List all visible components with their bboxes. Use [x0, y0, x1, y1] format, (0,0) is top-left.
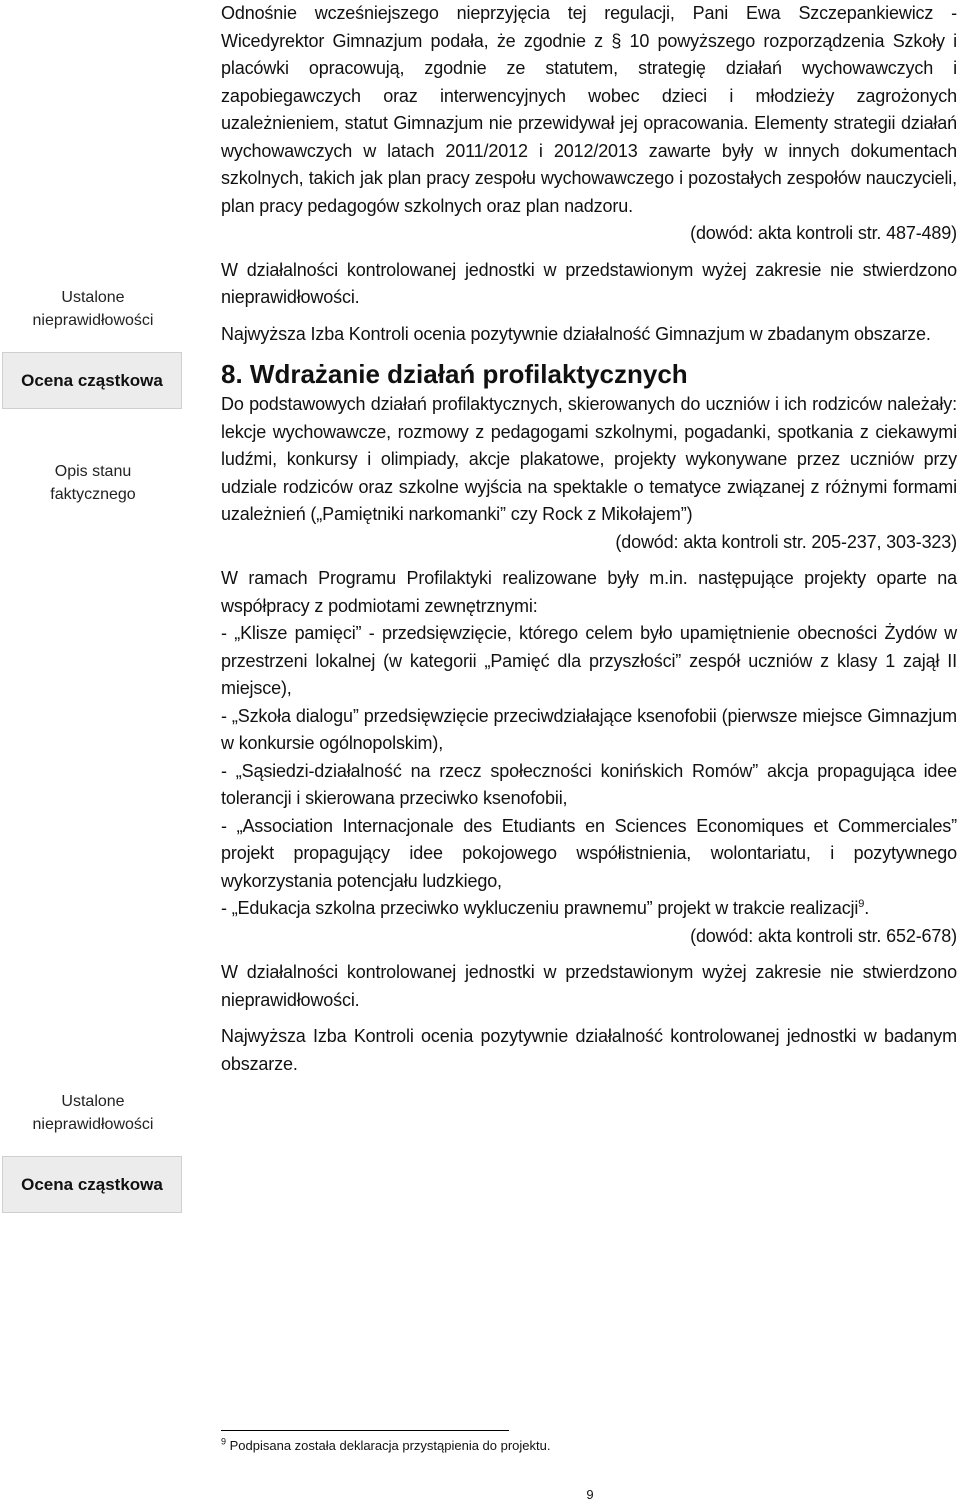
sidebar-label-line: nieprawidłowości	[32, 312, 154, 329]
evidence-ref-2: (dowód: akta kontroli str. 205-237, 303-323)	[615, 531, 957, 552]
paragraph-strategy: Odnośnie wcześniejszego nieprzyjęcia tej regulacji, Pani Ewa Szczepankiewicz - Wicedyrektor Gimnazjum podała, że zgodnie z § 10 powyższego rozporządzenia Szkoły i placówki opracowują, zgodnie ze statutem, strategię działań wychowawczych i zapobiegawczych oraz interwencyjnych wobec dzieci i młodzieży zagrożonych uzależnieniem, statut Gimnazjum nie przewidywał jej opracowania. Elementy strategii działań wychowawczych w latach 2011/2012 i 2012/2013 zawarte były w innych dokumentach szkolnych, takich jak plan pracy zespołu wychowawczego i pozostałych zespołów nauczycieli, plan pracy pedagogów szkolnych oraz plan nadzoru.	[221, 3, 957, 216]
list-item-project: - „Sąsiedzi-działalność na rzecz społeczności konińskich Romów” akcja propagująca idee tolerancji i skierowana przeciwko ksenofobii,	[221, 760, 957, 808]
sidebar-label-facts	[2, 460, 184, 506]
paragraph-no-irregularities-1: W działalności kontrolowanej jednostki w przedstawionym wyżej zakresie nie stwierdzono nieprawidłowości.	[221, 259, 957, 307]
list-item-project	[221, 895, 957, 923]
evidence-ref-3: (dowód: akta kontroli str. 652-678)	[690, 925, 957, 946]
sidebar-label-findings-2	[2, 1090, 184, 1136]
footnote	[221, 1437, 551, 1455]
sidebar-label-line: Ustalone	[61, 289, 125, 306]
sidebar-box-assessment-1	[2, 352, 182, 409]
footnote-divider	[221, 1430, 509, 1431]
evidence-ref-1: (dowód: akta kontroli str. 487-489)	[690, 223, 957, 243]
footnote-marker: 9	[858, 898, 865, 910]
sidebar-box-label: Ocena cząstkowa	[21, 1174, 163, 1194]
paragraph-projects-intro: W ramach Programu Profilaktyki realizowane były m.in. następujące projekty oparte na współpracy z podmiotami zewnętrznymi:	[221, 568, 957, 616]
sidebar-label-line: Opis stanu	[54, 463, 132, 480]
sidebar-label-line: Ustalone	[61, 1093, 125, 1110]
sidebar-label-line: nieprawidłowości	[32, 1116, 154, 1133]
list-item-project: - „Association Internacjonale des Etudiants en Sciences Economiques et Commerciales” projekt propagujący idee pokojowego współistnienia, wolontariatu, i pozytywnego wykorzystania potencjału ludzkiego,	[221, 815, 957, 891]
paragraph-prevention-actions: Do podstawowych działań profilaktycznych, skierowanych do uczniów i ich rodziców należały: lekcje wychowawcze, rozmowy z pedagogami szkolnymi, pogadanki, spotkania z ciekawymi ludźmi, konkursy i olimpiady, akcje plakatowe, projekty wykonywane przez uczniów przy udziale rodziców oraz szkolne wyjścia na spektakle o tematyce związanej z różnymi formami uzależnień („Pamiętniki narkomanki” czy Rock z Mikołajem”)	[221, 394, 957, 524]
list-item-project: - „Szkoła dialogu” przedsięwzięcie przeciwdziałające ksenofobii (pierwsze miejsce Gimnazjum w konkursie ogólnopolskim),	[221, 705, 957, 753]
paragraph-assessment-1: Najwyższa Izba Kontroli ocenia pozytywnie działalność Gimnazjum w zbadanym obszarze.	[221, 323, 931, 344]
sidebar-box-assessment-2	[2, 1156, 182, 1213]
section-heading: 8. Wdrażanie działań profilaktycznych	[221, 359, 688, 389]
sidebar-box-label: Ocena cząstkowa	[21, 370, 163, 390]
footnote-number: 9	[221, 1436, 227, 1447]
main-content	[221, 0, 957, 1078]
footnote-text: Podpisana została deklaracja przystąpienia do projektu.	[226, 1438, 551, 1453]
page-number: 9	[586, 1487, 594, 1502]
sidebar-label-line: faktycznego	[50, 486, 136, 503]
sidebar-label-findings-1	[2, 286, 184, 332]
paragraph-no-irregularities-2: W działalności kontrolowanej jednostki w przedstawionym wyżej zakresie nie stwierdzono nieprawidłowości.	[221, 962, 957, 1010]
list-item-project: - „Klisze pamięci” - przedsięwzięcie, którego celem było upamiętnienie obecności Żydów w przestrzeni lokalnej (w kategorii „Pamięć dla przyszłości” zespół uczniów z klasy 1 zajął II miejsce),	[221, 623, 957, 698]
paragraph-assessment-2: Najwyższa Izba Kontroli ocenia pozytywnie działalność kontrolowanej jednostki w badanym obszarze.	[221, 1026, 957, 1074]
list-item-text: - „Edukacja szkolna przeciwko wykluczeniu prawnemu” projekt w trakcie realizacji	[221, 898, 859, 918]
list-item-end: .	[864, 898, 870, 918]
